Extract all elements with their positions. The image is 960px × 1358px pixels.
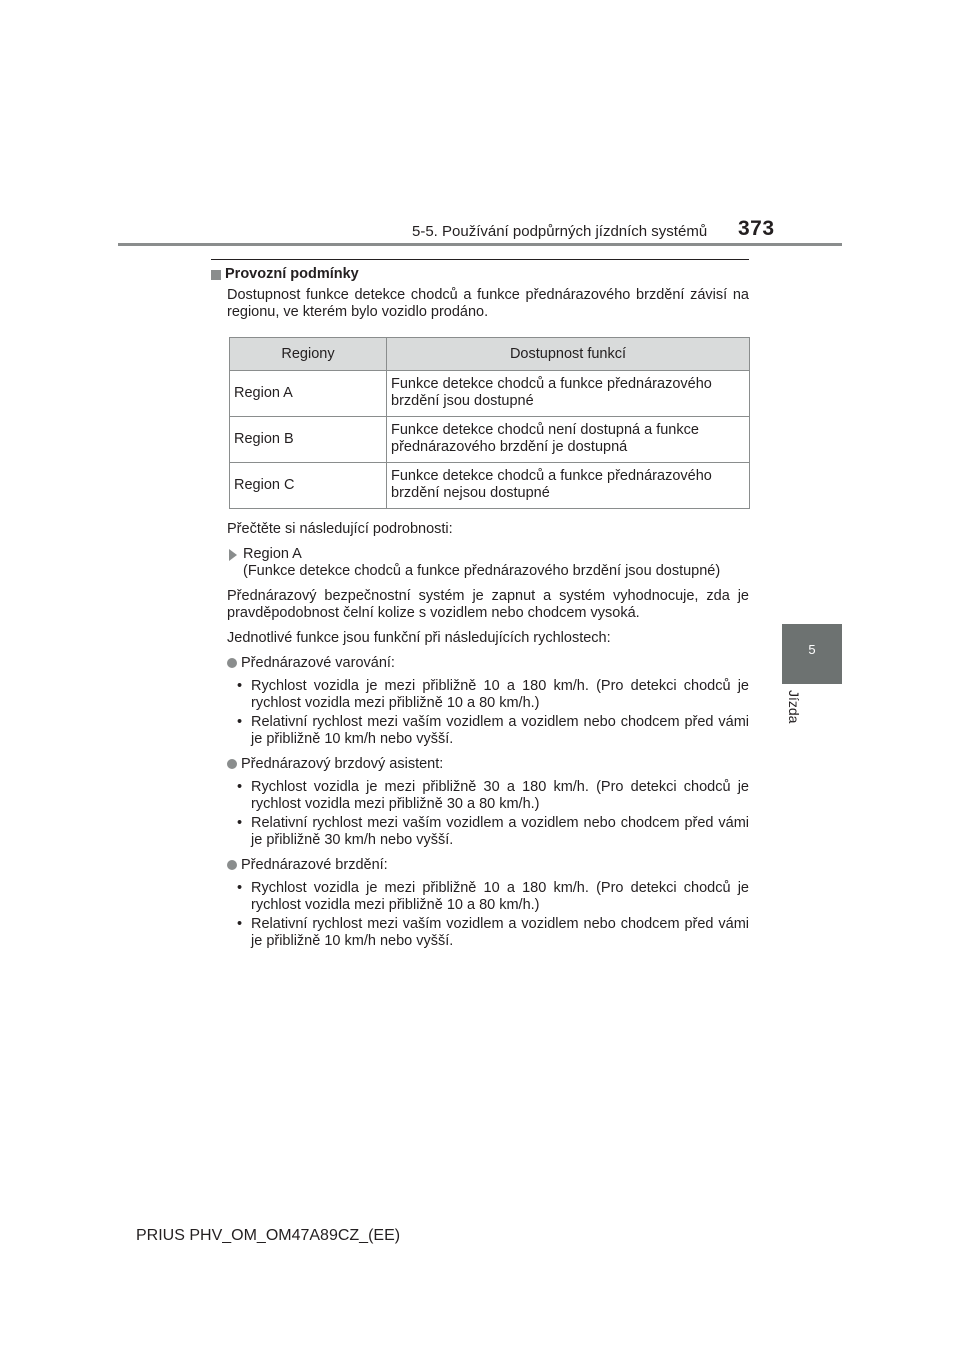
table-header-row xyxy=(230,338,750,371)
function-conditions-list xyxy=(211,678,749,748)
document-code-footer: PRIUS PHV_OM_OM47A89CZ_(EE) xyxy=(136,1227,401,1244)
function-name: Přednárazové varování: xyxy=(241,655,395,671)
region-a-title: Region A xyxy=(243,546,302,562)
function-conditions-list xyxy=(211,880,749,950)
list-item: • Rychlost vozidla je mezi přibližně 30 a 180 km/h. (Pro detekci chodců je rychlost vozidla mezi přibližně 30 a 80 km/h.) xyxy=(237,779,749,813)
section-heading xyxy=(211,266,749,283)
circle-bullet-icon xyxy=(227,860,237,870)
table-cell-availability: Funkce detekce chodců a funkce přednárazového brzdění nejsou dostupné xyxy=(387,463,750,509)
triangle-right-icon xyxy=(229,549,237,561)
table-cell-availability: Funkce detekce chodců a funkce přednárazového brzdění jsou dostupné xyxy=(387,371,750,417)
function-conditions-list xyxy=(211,779,749,849)
circle-bullet-icon xyxy=(227,658,237,668)
table-row xyxy=(230,371,750,417)
header-divider xyxy=(118,243,842,246)
function-name: Přednárazové brzdění: xyxy=(241,857,388,873)
table-header-regions: Regiony xyxy=(230,338,387,371)
regions-table xyxy=(229,337,750,509)
list-item: • Relativní rychlost mezi vaším vozidlem a vozidlem nebo chodcem před vámi je přibližně 30 km/h nebo vyšší. xyxy=(237,815,749,849)
function-heading xyxy=(227,857,749,874)
running-header-title: 5-5. Používání podpůrných jízdních systémů xyxy=(412,223,708,240)
table-row xyxy=(230,417,750,463)
table-cell-region: Region B xyxy=(230,417,387,463)
section-intro: Dostupnost funkce detekce chodců a funkce přednárazového brzdění závisí na regionu, ve kterém bylo vozidlo prodáno. xyxy=(227,287,749,320)
page-number: 373 xyxy=(738,217,775,240)
function-heading xyxy=(227,655,749,672)
region-a-text xyxy=(243,546,720,580)
function-name: Přednárazový brzdový asistent: xyxy=(241,756,444,772)
section-heading-text: Provozní podmínky xyxy=(225,266,359,282)
chapter-label-text: Jízda xyxy=(786,690,802,724)
read-following-text: Přečtěte si následující podrobnosti: xyxy=(227,521,453,537)
list-item: • Rychlost vozidla je mezi přibližně 10 a 180 km/h. (Pro detekci chodců je rychlost vozidla mezi přibližně 10 a 80 km/h.) xyxy=(237,880,749,914)
chapter-number: 5 xyxy=(808,642,816,657)
main-content xyxy=(211,266,749,954)
region-a-subheading xyxy=(227,546,749,580)
function-heading xyxy=(227,756,749,773)
system-description: Přednárazový bezpečnostní systém je zapnut a systém vyhodnocuje, zda je pravděpodobnost čelní kolize s vozidlem nebo chodcem vysoká. xyxy=(227,588,749,621)
list-item: • Rychlost vozidla je mezi přibližně 10 a 180 km/h. (Pro detekci chodců je rychlost vozidla mezi přibližně 10 a 80 km/h.) xyxy=(237,678,749,712)
list-item: • Relativní rychlost mezi vaším vozidlem a vozidlem nebo chodcem před vámi je přibližně 10 km/h nebo vyšší. xyxy=(237,714,749,748)
region-a-subtitle: (Funkce detekce chodců a funkce přednárazového brzdění jsou dostupné) xyxy=(243,563,721,579)
table-cell-region: Region C xyxy=(230,463,387,509)
table-row xyxy=(230,463,750,509)
square-bullet-icon xyxy=(211,270,221,280)
table-cell-availability: Funkce detekce chodců není dostupná a funkce přednárazového brzdění je dostupná xyxy=(387,417,750,463)
circle-bullet-icon xyxy=(227,759,237,769)
table-cell-region: Region A xyxy=(230,371,387,417)
chapter-label xyxy=(786,690,802,734)
table-header-availability: Dostupnost funkcí xyxy=(387,338,750,371)
speeds-intro: Jednotlivé funkce jsou funkční při následujících rychlostech: xyxy=(227,630,611,646)
content-top-divider xyxy=(211,259,749,260)
chapter-tab xyxy=(782,624,842,684)
list-item: • Relativní rychlost mezi vaším vozidlem a vozidlem nebo chodcem před vámi je přibližně 10 km/h nebo vyšší. xyxy=(237,916,749,950)
